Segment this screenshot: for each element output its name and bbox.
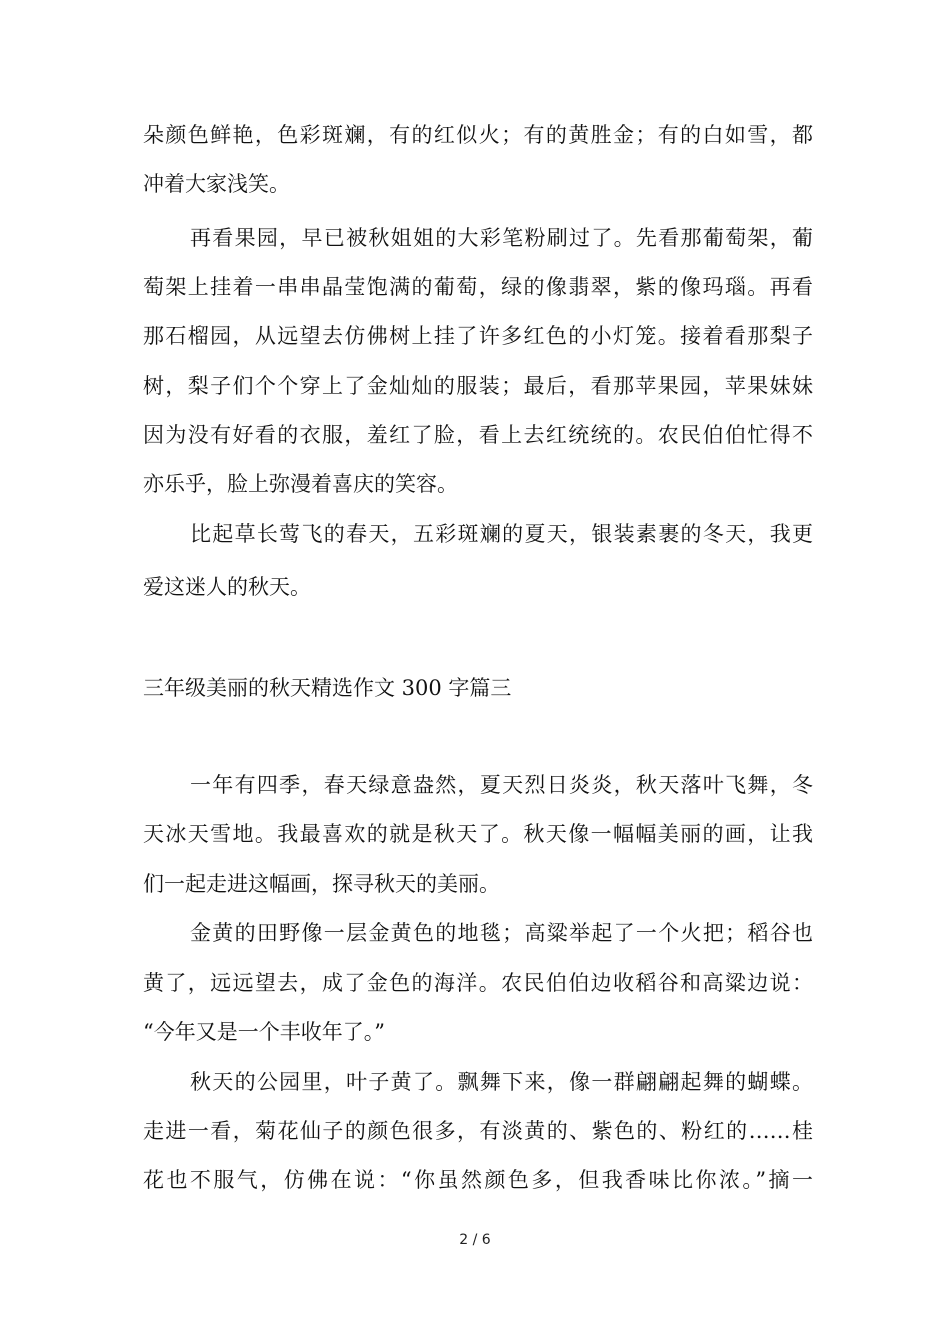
text-line: 那石榴园，从远望去仿佛树上挂了许多红色的小灯笼。接着看那梨子 bbox=[143, 324, 813, 348]
text-line: 爱这迷人的秋天。 bbox=[143, 575, 311, 599]
text-line: 亦乐乎，脸上弥漫着喜庆的笑容。 bbox=[143, 472, 458, 496]
page-number: 2 / 6 bbox=[459, 1232, 491, 1248]
text-line: 冲着大家浅笑。 bbox=[143, 172, 290, 196]
text-line: 再看果园，早已被秋姐姐的大彩笔粉刷过了。先看那葡萄架，葡 bbox=[190, 226, 813, 250]
text-line: 朵颜色鲜艳，色彩斑斓，有的红似火；有的黄胜金；有的白如雪，都 bbox=[143, 123, 813, 147]
text-line: 金黄的田野像一层金黄色的地毯；高粱举起了一个火把；稻谷也 bbox=[190, 921, 813, 945]
text-line: 因为没有好看的衣服，羞红了脸，看上去红统统的。农民伯伯忙得不 bbox=[143, 423, 813, 447]
text-line: 天冰天雪地。我最喜欢的就是秋天了。秋天像一幅幅美丽的画，让我 bbox=[143, 822, 813, 846]
text-line: 黄了，远远望去，成了金色的海洋。农民伯伯边收稻谷和高粱边说： bbox=[143, 971, 813, 995]
text-line: 树，梨子们个个穿上了金灿灿的服装；最后，看那苹果园，苹果妹妹 bbox=[143, 374, 813, 398]
text-line: 比起草长莺飞的春天，五彩斑斓的夏天，银装素裹的冬天，我更 bbox=[190, 522, 813, 546]
text-line: 花也不服气，仿佛在说：“你虽然颜色多，但我香味比你浓。”摘一 bbox=[143, 1168, 813, 1192]
text-line: 秋天的公园里，叶子黄了。飘舞下来，像一群翩翩起舞的蝴蝶。 bbox=[190, 1070, 813, 1094]
text-line: 一年有四季，春天绿意盎然，夏天烈日炎炎，秋天落叶飞舞，冬 bbox=[190, 773, 813, 797]
text-line: 们一起走进这幅画，探寻秋天的美丽。 bbox=[143, 872, 500, 896]
section-heading: 三年级美丽的秋天精选作文 300 字篇三 bbox=[143, 676, 512, 700]
text-line: “今年又是一个丰收年了。” bbox=[143, 1020, 385, 1044]
text-line: 走进一看，菊花仙子的颜色很多，有淡黄的、紫色的、粉红的……桂 bbox=[143, 1119, 813, 1143]
text-line: 萄架上挂着一串串晶莹饱满的葡萄，绿的像翡翠，紫的像玛瑙。再看 bbox=[143, 275, 813, 299]
